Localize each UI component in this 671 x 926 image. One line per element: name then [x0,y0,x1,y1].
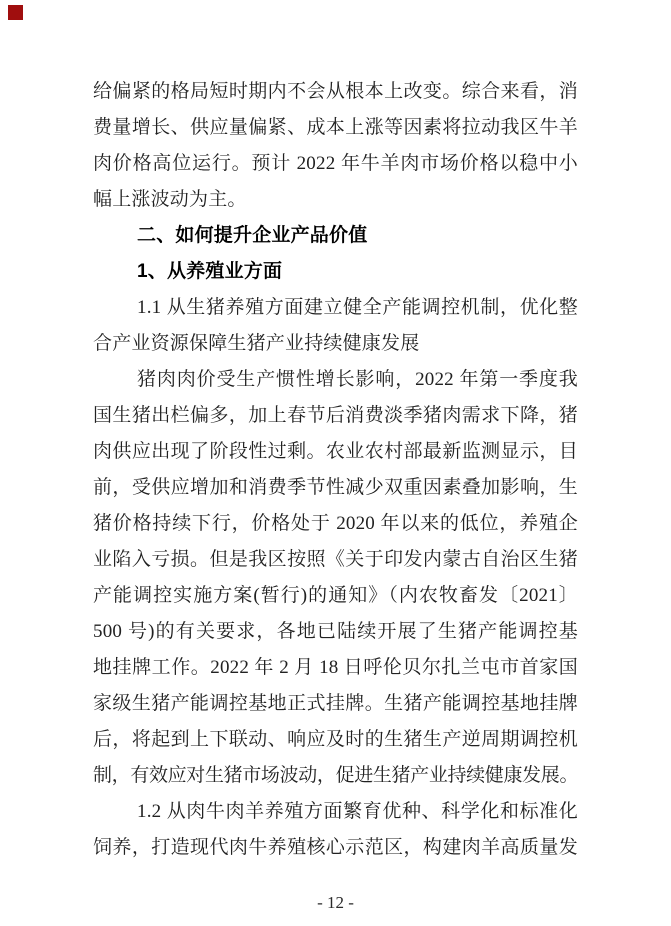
body-line: 费量增长、供应量偏紧、成本上涨等因素将拉动我区牛羊 [93,117,578,138]
body-line: 幅上涨波动为主。 [93,189,247,210]
body-line: 合产业资源保障生猪产业持续健康发展 [93,333,420,354]
body-line: 前，受供应增加和消费季节性减少双重因素叠加影响，生 [93,477,578,498]
heading-line: 二、如何提升企业产品价值 [137,225,368,246]
body-line: 猪肉肉价受生产惯性增长影响，2022 年第一季度我 [137,369,578,390]
body-line: 业陷入亏损。但是我区按照《关于印发内蒙古自治区生猪 [93,549,578,570]
body-line: 家级生猪产能调控基地正式挂牌。生猪产能调控基地挂牌 [93,693,578,714]
body-line: 地挂牌工作。2022 年 2 月 18 日呼伦贝尔扎兰屯市首家国 [93,657,578,678]
body-line: 1.2 从肉牛肉羊养殖方面繁育优种、科学化和标准化 [137,801,578,822]
body-line: 500 号)的有关要求，各地已陆续开展了生猪产能调控基 [93,621,578,642]
body-line: 制，有效应对生猪市场波动，促进生猪产业持续健康发展。 [93,765,578,786]
body-line: 饲养，打造现代肉牛养殖核心示范区，构建肉羊高质量发 [93,837,578,858]
document-body [93,74,578,866]
body-line: 国生猪出栏偏多，加上春节后消费淡季猪肉需求下降，猪 [93,405,578,426]
body-line: 产能调控实施方案(暂行)的通知》（内农牧畜发〔2021〕 [93,585,578,606]
body-line: 猪价格持续下行，价格处于 2020 年以来的低位，养殖企 [93,513,578,534]
red-square-marker [8,5,23,20]
body-line: 给偏紧的格局短时期内不会从根本上改变。综合来看，消 [93,81,578,102]
body-line: 肉价格高位运行。预计 2022 年牛羊肉市场价格以稳中小 [93,153,578,174]
heading-line: 1、从养殖业方面 [137,261,283,282]
body-line: 后，将起到上下联动、响应及时的生猪生产逆周期调控机 [93,729,578,750]
body-line: 1.1 从生猪养殖方面建立健全产能调控机制，优化整 [137,297,578,318]
page-number: - 12 - [317,893,354,912]
body-line: 肉供应出现了阶段性过剩。农业农村部最新监测显示，目 [93,441,578,462]
